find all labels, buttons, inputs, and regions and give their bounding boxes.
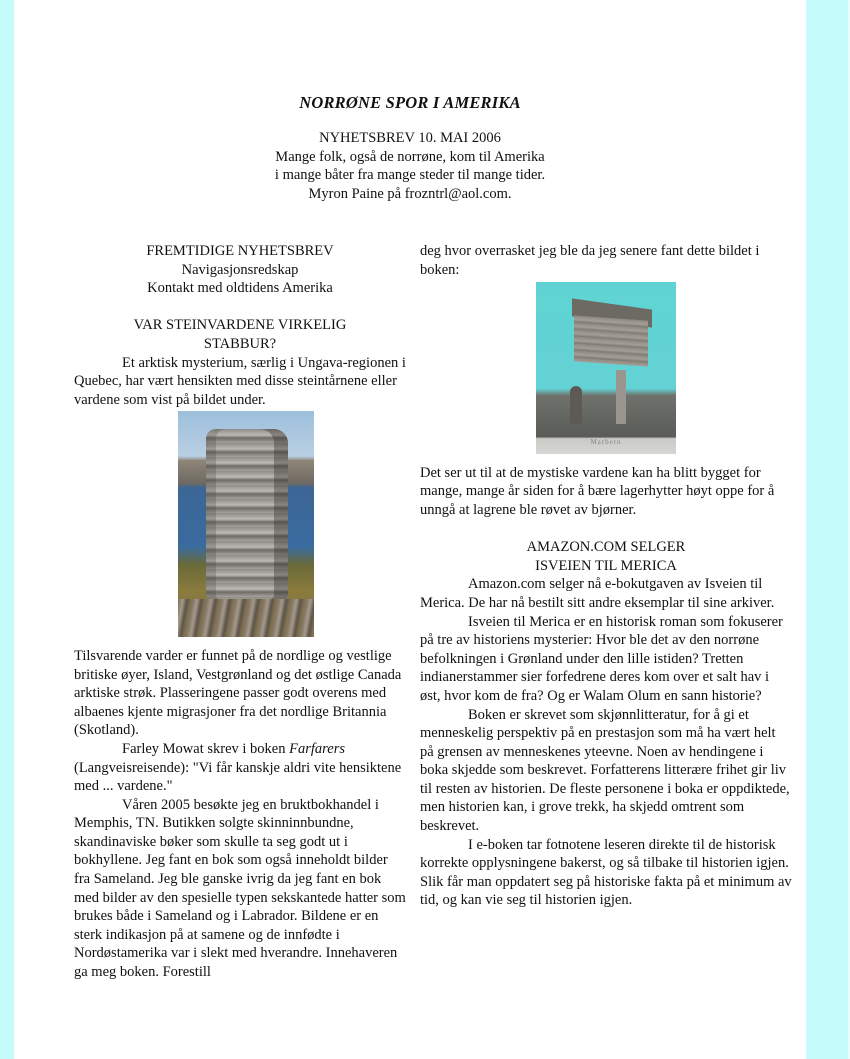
paragraph-memphis: Våren 2005 besøkte jeg en bruktbokhandel i Memphis, TN. Butikken solgte skinninnbundne, skandinaviske bøker som skulle ta seg godt ut i bokhyllene. Jeg fant en bok som også inneholdt bilder fra Sameland. Jeg ble ganske ivrig da jeg fant en bok med bilder av den spesielle typen sekskantede hatter som brukes både i Sameland og i Labrador. Bildene er en sterk indikasjon på at samene og de innfødte i Nordøstamerika var i slekt med hverandre. Innehaveren ga meg boken. Forestill [74,796,406,981]
cairn-ground [178,599,314,637]
paragraph-conclusion: Det ser ut til at de mystiske vardene kan ha blitt bygget for mange, mange år siden for å bære lagerhytter høyt oppe for å unngå at lagrene ble røvet av bjørner. [420,464,775,518]
left-side-strip [0,0,14,1059]
upcoming-heading: FREMTIDIGE NYHETSBREV [146,243,334,259]
mowat-text: Farley Mowat skrev i boken [122,740,290,757]
upcoming-item: Navigasjonsredskap [181,261,299,278]
stabbur-house [574,316,648,367]
paragraph-mowat [74,740,406,796]
page-title: NORRØNE SPOR I AMERIKA [299,93,521,112]
left-column [74,242,406,982]
paragraph-similar-cairns: Tilsvarende varder er funnet på de nordlige og vestlige britiske øyer, Island, Vestgrønland og det østlige Canada arktiske strøk. Plasseringene passer godt overens med albaenes kjente migrasjoner fra det nordlige Britannia (Skotland). [74,647,402,739]
paragraph-continued: deg hvor overrasket jeg ble da jeg senere fant dette bildet i boken: [420,243,760,278]
stabbur-image [536,282,676,454]
mowat-quote: (Langveisreisende): "Vi får kanskje aldri vite hensiktene med ... vardene." [74,759,402,795]
article1-heading-line-2: STABBUR? [203,335,277,352]
paragraph-fiction: Boken er skrevet som skjønnlitteratur, for å gi et menneskelig perspektiv på en prestasjon som må ha vært helt på grensen av menneskenes yteevne. Noen av hendingene i boka skjedde som beskrevet. Forfatterens litterære frihet gir liv til resten av historien. De fleste personene i boka er oppdiktede, men historien kan, i grove trekk, ha skjedd omtrent som beskrevet. [420,706,790,835]
cairn-stone-tower [206,429,288,599]
article1-heading [74,316,406,353]
article2-heading-line-1: AMAZON.COM SELGER [526,539,686,556]
article1-intro: Et arktisk mysterium, særlig i Ungava-regionen i Quebec, har vært hensikten med disse steintårnene eller vardene som vist på bildet under. [74,354,406,408]
article1-heading-line-1: VAR STEINVARDENE VIRKELIG [133,317,347,334]
stabbur-caption: Marbern [590,437,622,446]
stone-cairn-image [178,411,314,637]
author-line: Myron Paine på frozntrl@aol.com. [308,185,512,202]
stabbur-post [616,370,626,424]
paragraph-novel: Isveien til Merica er en historisk roman som fokuserer på tre av historiens mysterier: Hvor ble det av den norrøne befolkningen i Grønland under den lille istiden? Tretten indianerstammer sier forfedrene deres kom over et salt hav i øst, hvor kom de fra? Og er Walam Olum en sann historie? [420,613,783,704]
upcoming-item: Kontakt med oldtidens Amerika [147,280,333,297]
stabbur-person [570,386,582,424]
tagline-line-1: Mange folk, også de norrøne, kom til Amerika [275,148,545,165]
tagline-line-2: i mange båter fra mange steder til mange tider. [274,167,546,183]
article2-heading [420,538,792,575]
newsletter-header [14,93,806,203]
paragraph-footnotes: I e-boken tar fotnotene leseren direkte til de historisk korrekte opplysningene bakerst, og så tilbake til historien igjen. Slik får man oppdatert seg på historiske fakta på et minimum av tid, og kan vie seg til historien igjen. [420,836,792,909]
right-column [420,242,792,910]
right-side-strip [806,0,848,1059]
paragraph-amazon: Amazon.com selger nå e-bokutgaven av Isveien til Merica. De har nå bestilt sitt andre eksemplar til sine arkiver. [420,576,775,611]
book-title-farfarers: Farfarers [289,740,345,757]
upcoming-newsletters-section [74,242,406,298]
article2-heading-line-2: ISVEIEN TIL MERICA [535,557,677,574]
newsletter-date: NYHETSBREV 10. MAI 2006 [319,130,501,146]
